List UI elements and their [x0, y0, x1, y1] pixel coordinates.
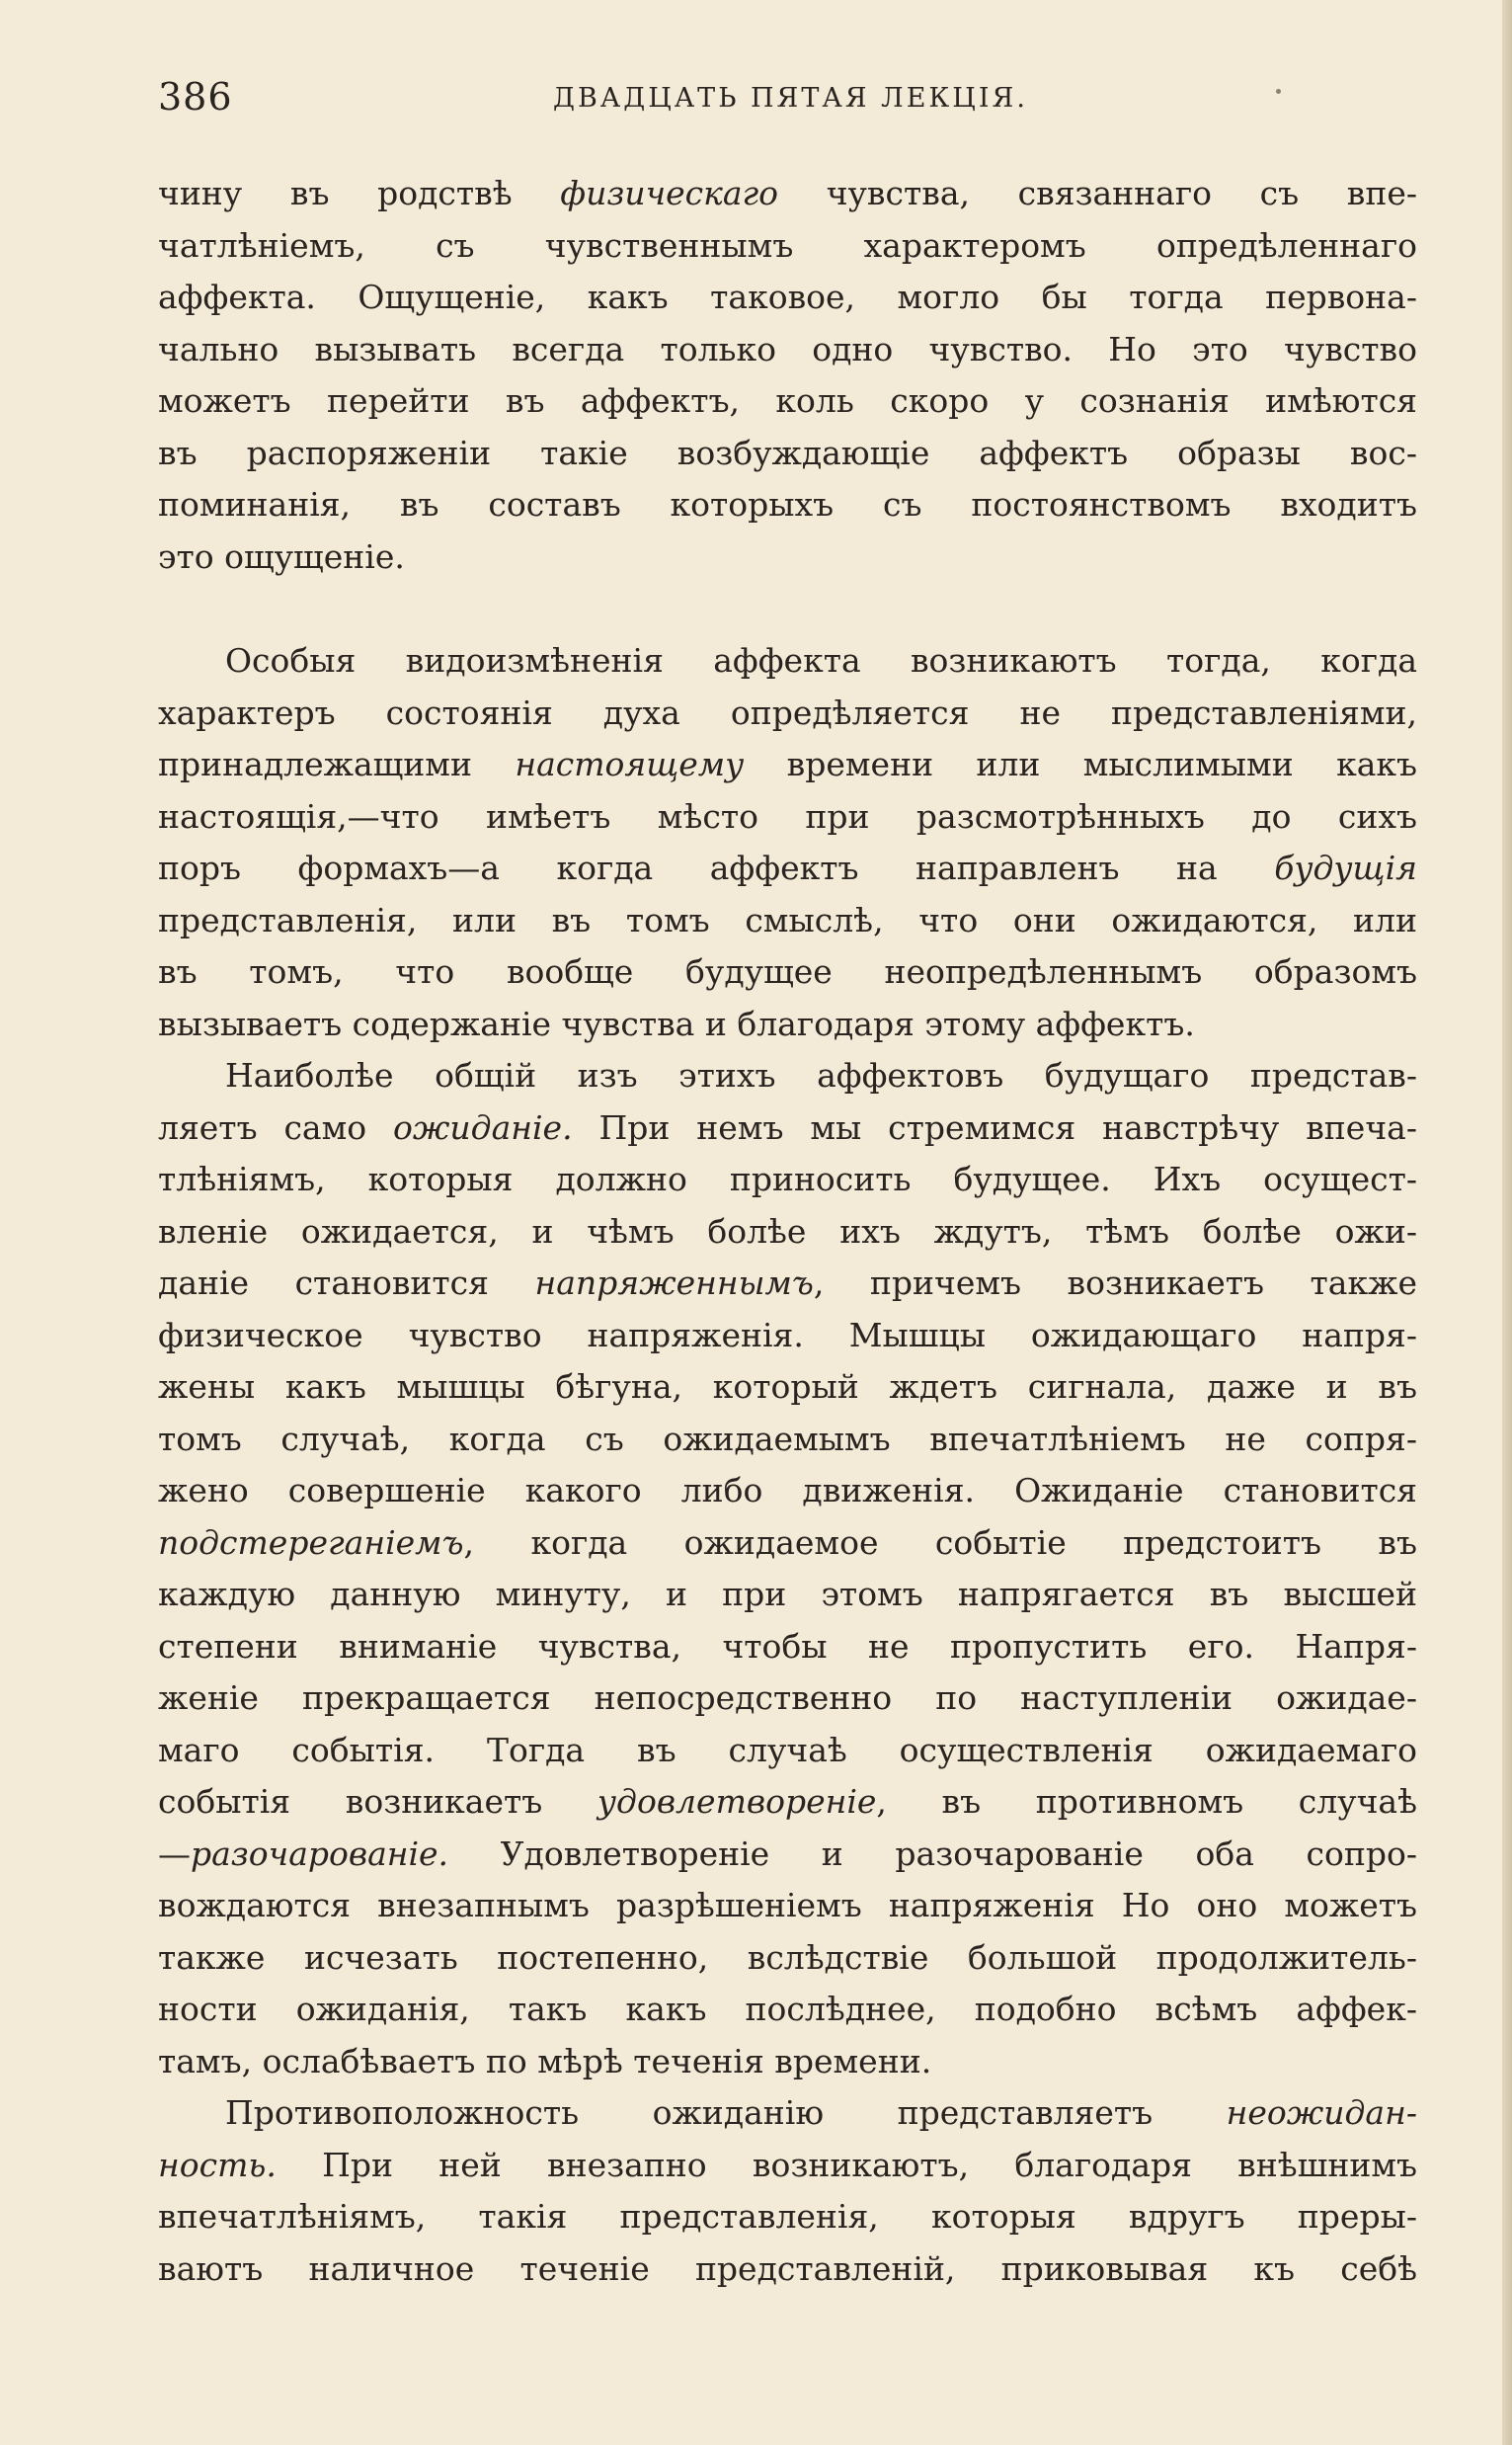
text-run: ваютъ наличное теченіе представленій, приковывая къ себѣ [158, 2248, 1417, 2288]
text-run: каждую данную минуту, и при этомъ напрягается въ высшей [158, 1575, 1417, 1613]
paragraph [158, 635, 1417, 1050]
text-run: чатлѣніемъ, съ чувственнымъ характеромъ опредѣленнаго [158, 225, 1417, 265]
text-line [158, 428, 1417, 480]
text-run: чувства, связаннаго съ впе- [778, 174, 1418, 212]
text-run: событія возникаетъ [158, 1782, 597, 1821]
page-edge [1502, 0, 1512, 2445]
text-run: въ распоряженіи такіе возбуждающіе аффектъ образы вос- [158, 433, 1417, 472]
text-run: маго событія. Тогда въ случаѣ осуществленія ожидаемаго [158, 1730, 1417, 1769]
text-line [158, 1569, 1417, 1621]
text-run: времени или мыслимыми какъ [744, 745, 1417, 783]
text-line [158, 1672, 1417, 1725]
text-line [158, 843, 1417, 895]
text-run: ляетъ само [158, 1107, 394, 1147]
text-run: , въ противномъ случаѣ [876, 1782, 1417, 1821]
text-line [158, 1880, 1417, 1932]
text-run: жены какъ мышцы бѣгуна, который ждетъ сигнала, даже и въ [158, 1367, 1417, 1406]
text-run: вождаются внезапнымъ разрѣшеніемъ напряженія Но оно можетъ [158, 1886, 1417, 1924]
text-line [158, 999, 1417, 1051]
italic-term: напряженнымъ [534, 1263, 814, 1302]
text-line [158, 1310, 1417, 1362]
text-line [158, 2036, 1417, 2088]
italic-term: ожиданіе. [393, 1107, 573, 1147]
text-run: При ней внезапно возникаютъ, благодаря внѣшнимъ [276, 2145, 1417, 2184]
text-line [158, 1725, 1417, 1777]
text-run: чину въ родствѣ [158, 174, 561, 212]
text-run: это ощущеніе. [158, 536, 405, 576]
text-line [158, 375, 1417, 428]
text-line [158, 1517, 1417, 1570]
text-run: Противоположность ожиданію представляетъ [225, 2093, 1227, 2132]
italic-term: разочарованіе. [191, 1834, 449, 1873]
text-line [158, 791, 1417, 844]
text-line [158, 1621, 1417, 1673]
text-run: Наиболѣе общій изъ этихъ аффектовъ будущаго представ- [225, 1056, 1417, 1095]
text-line [158, 1932, 1417, 1985]
text-line [158, 1206, 1417, 1259]
italic-term: удовлетвореніе [597, 1782, 877, 1821]
text-run: чально вызывать всегда только одно чувство. Но это чувство [158, 329, 1417, 368]
text-run: женіе прекращается непосредственно по наступленіи ожидае- [158, 1678, 1417, 1717]
text-run: аффекта. Ощущеніе, какъ таковое, могло бы тогда первона- [158, 278, 1417, 316]
text-run: физическое чувство напряженія. Мышцы ожидающаго напря- [158, 1315, 1417, 1354]
text-line [158, 324, 1417, 376]
text-line [158, 531, 1417, 584]
text-line [158, 1102, 1417, 1155]
text-line [158, 688, 1417, 740]
paragraph [158, 1050, 1417, 2087]
italic-term: неожидан- [1226, 2093, 1417, 2132]
text-run: настоящія,—что имѣетъ мѣсто при разсмотрѣнныхъ до сихъ [158, 796, 1417, 836]
text-run: характеръ состоянія духа опредѣляется не представленіями, [158, 693, 1417, 732]
text-run: вызываетъ содержаніе чувства и благодаря этому аффектъ. [158, 1004, 1195, 1043]
text-run: — [158, 1834, 191, 1873]
text-line [158, 1829, 1417, 1881]
paragraph [158, 2087, 1417, 2295]
text-run: , когда ожидаемое событіе предстоитъ въ [463, 1522, 1417, 1562]
italic-term: настоящему [515, 745, 745, 783]
text-run: принадлежащими [158, 745, 516, 783]
italic-term: ность. [158, 2145, 277, 2184]
text-run: представленія, или въ томъ смыслѣ, что они ожидаются, или [158, 900, 1417, 939]
text-line [158, 1361, 1417, 1414]
text-run: При немъ мы стремимся навстрѣчу впеча- [572, 1107, 1417, 1147]
page-number: 386 [158, 75, 233, 119]
text-run: также исчезать постепенно, вслѣдствіе большой продолжитель- [158, 1937, 1417, 1977]
italic-term: будущія [1274, 849, 1417, 887]
text-run: поръ формахъ—а когда аффектъ направленъ на [158, 849, 1275, 887]
text-line [158, 1154, 1417, 1206]
text-line [158, 1050, 1417, 1102]
text-line [158, 946, 1417, 999]
text-run: томъ случаѣ, когда съ ожидаемымъ впечатлѣніемъ не сопря- [158, 1419, 1417, 1458]
text-run: жено совершеніе какого либо движенія. Ожиданіе становится [158, 1471, 1417, 1509]
text-line [158, 1414, 1417, 1466]
text-line [158, 168, 1417, 220]
text-run: впечатлѣніямъ, такія представленія, которыя вдругъ преры- [158, 2197, 1417, 2236]
text-line [158, 1258, 1417, 1310]
text-line [158, 2191, 1417, 2243]
paragraph [158, 168, 1417, 583]
text-line [158, 2140, 1417, 2192]
text-run: степени вниманіе чувства, чтобы не пропустить его. Напря- [158, 1626, 1417, 1666]
text-run: тамъ, ослабѣваетъ по мѣрѣ теченія времени. [158, 2041, 932, 2080]
text-line [158, 635, 1417, 688]
italic-term: подстереганіемъ [158, 1522, 464, 1562]
text-run: Особыя видоизмѣненія аффекта возникаютъ тогда, когда [225, 641, 1417, 680]
italic-term: физическаго [560, 174, 779, 212]
text-run: Удовлетвореніе и разочарованіе оба сопро- [448, 1834, 1417, 1873]
text-line [158, 220, 1417, 273]
text-run: , причемъ возникаетъ также [813, 1263, 1417, 1302]
text-run: ности ожиданія, такъ какъ послѣднее, подобно всѣмъ аффек- [158, 1990, 1417, 2028]
paper-speck [1276, 89, 1281, 94]
text-line [158, 1465, 1417, 1517]
paragraph-gap [158, 583, 1417, 635]
text-run: можетъ перейти въ аффектъ, коль скоро у сознанія имѣются [158, 381, 1417, 420]
text-run: въ томъ, что вообще будущее неопредѣленнымъ образомъ [158, 952, 1417, 991]
body-text [158, 168, 1417, 2295]
text-run: вленіе ожидается, и чѣмъ болѣе ихъ ждутъ, тѣмъ болѣе ожи- [158, 1211, 1417, 1251]
page-header [158, 67, 1417, 126]
text-line [158, 2243, 1417, 2296]
text-line [158, 272, 1417, 324]
text-line [158, 1984, 1417, 2036]
text-line [158, 739, 1417, 791]
text-run: тлѣніямъ, которыя должно приносить будущее. Ихъ осущест- [158, 1160, 1417, 1198]
text-line [158, 2087, 1417, 2140]
text-line [158, 1776, 1417, 1829]
text-run: поминанія, въ составъ которыхъ съ постоянствомъ входитъ [158, 485, 1417, 524]
text-line [158, 895, 1417, 947]
text-line [158, 479, 1417, 531]
running-title: ДВАДЦАТЬ ПЯТАЯ ЛЕКЦІЯ. [553, 83, 1028, 114]
text-run: даніе становится [158, 1263, 535, 1302]
